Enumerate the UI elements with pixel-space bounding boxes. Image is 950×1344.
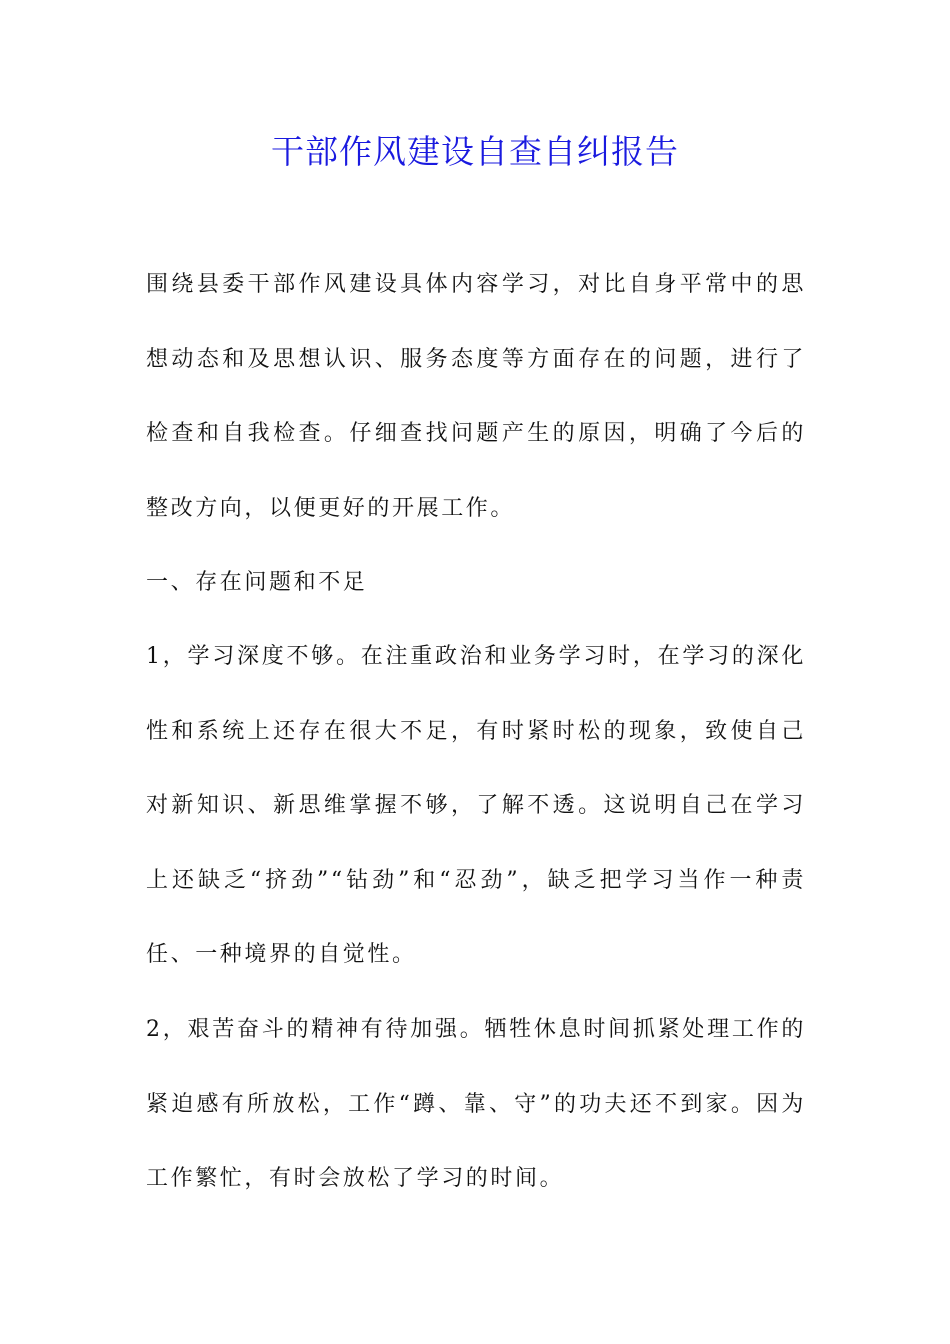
paragraph-text: 1，学习深度不够。在注重政治和业务学习时，在学习的深化性和系统上还存在很大不足，有时紧时松的现象，致使自己对新知识、新思维掌握不够，了解不透。这说明自己在学习上还缺乏“挤劲”“钻劲”和“忍劲”，缺乏把学习当作一种责任、一种境界的自觉性。 — [146, 644, 806, 967]
paragraph-item-1 — [146, 620, 806, 993]
section-heading-text: 一、存在问题和不足 — [146, 570, 368, 595]
section-heading-problems — [146, 546, 806, 621]
paragraph-item-2 — [146, 993, 806, 1217]
paragraph-intro — [146, 248, 806, 546]
paragraph-text: 围绕县委干部作风建设具体内容学习，对比自身平常中的思想动态和及思想认识、服务态度等方面存在的问题，进行了检查和自我检查。仔细查找问题产生的原因，明确了今后的整改方向，以便更好的开展工作。 — [146, 272, 806, 521]
document-title: 干部作风建设自查自纠报告 — [271, 132, 679, 171]
paragraph-text: 2，艰苦奋斗的精神有待加强。牺牲休息时间抓紧处理工作的紧迫感有所放松，工作“蹲、靠、守”的功夫还不到家。因为工作繁忙，有时会放松了学习的时间。 — [146, 1017, 806, 1191]
